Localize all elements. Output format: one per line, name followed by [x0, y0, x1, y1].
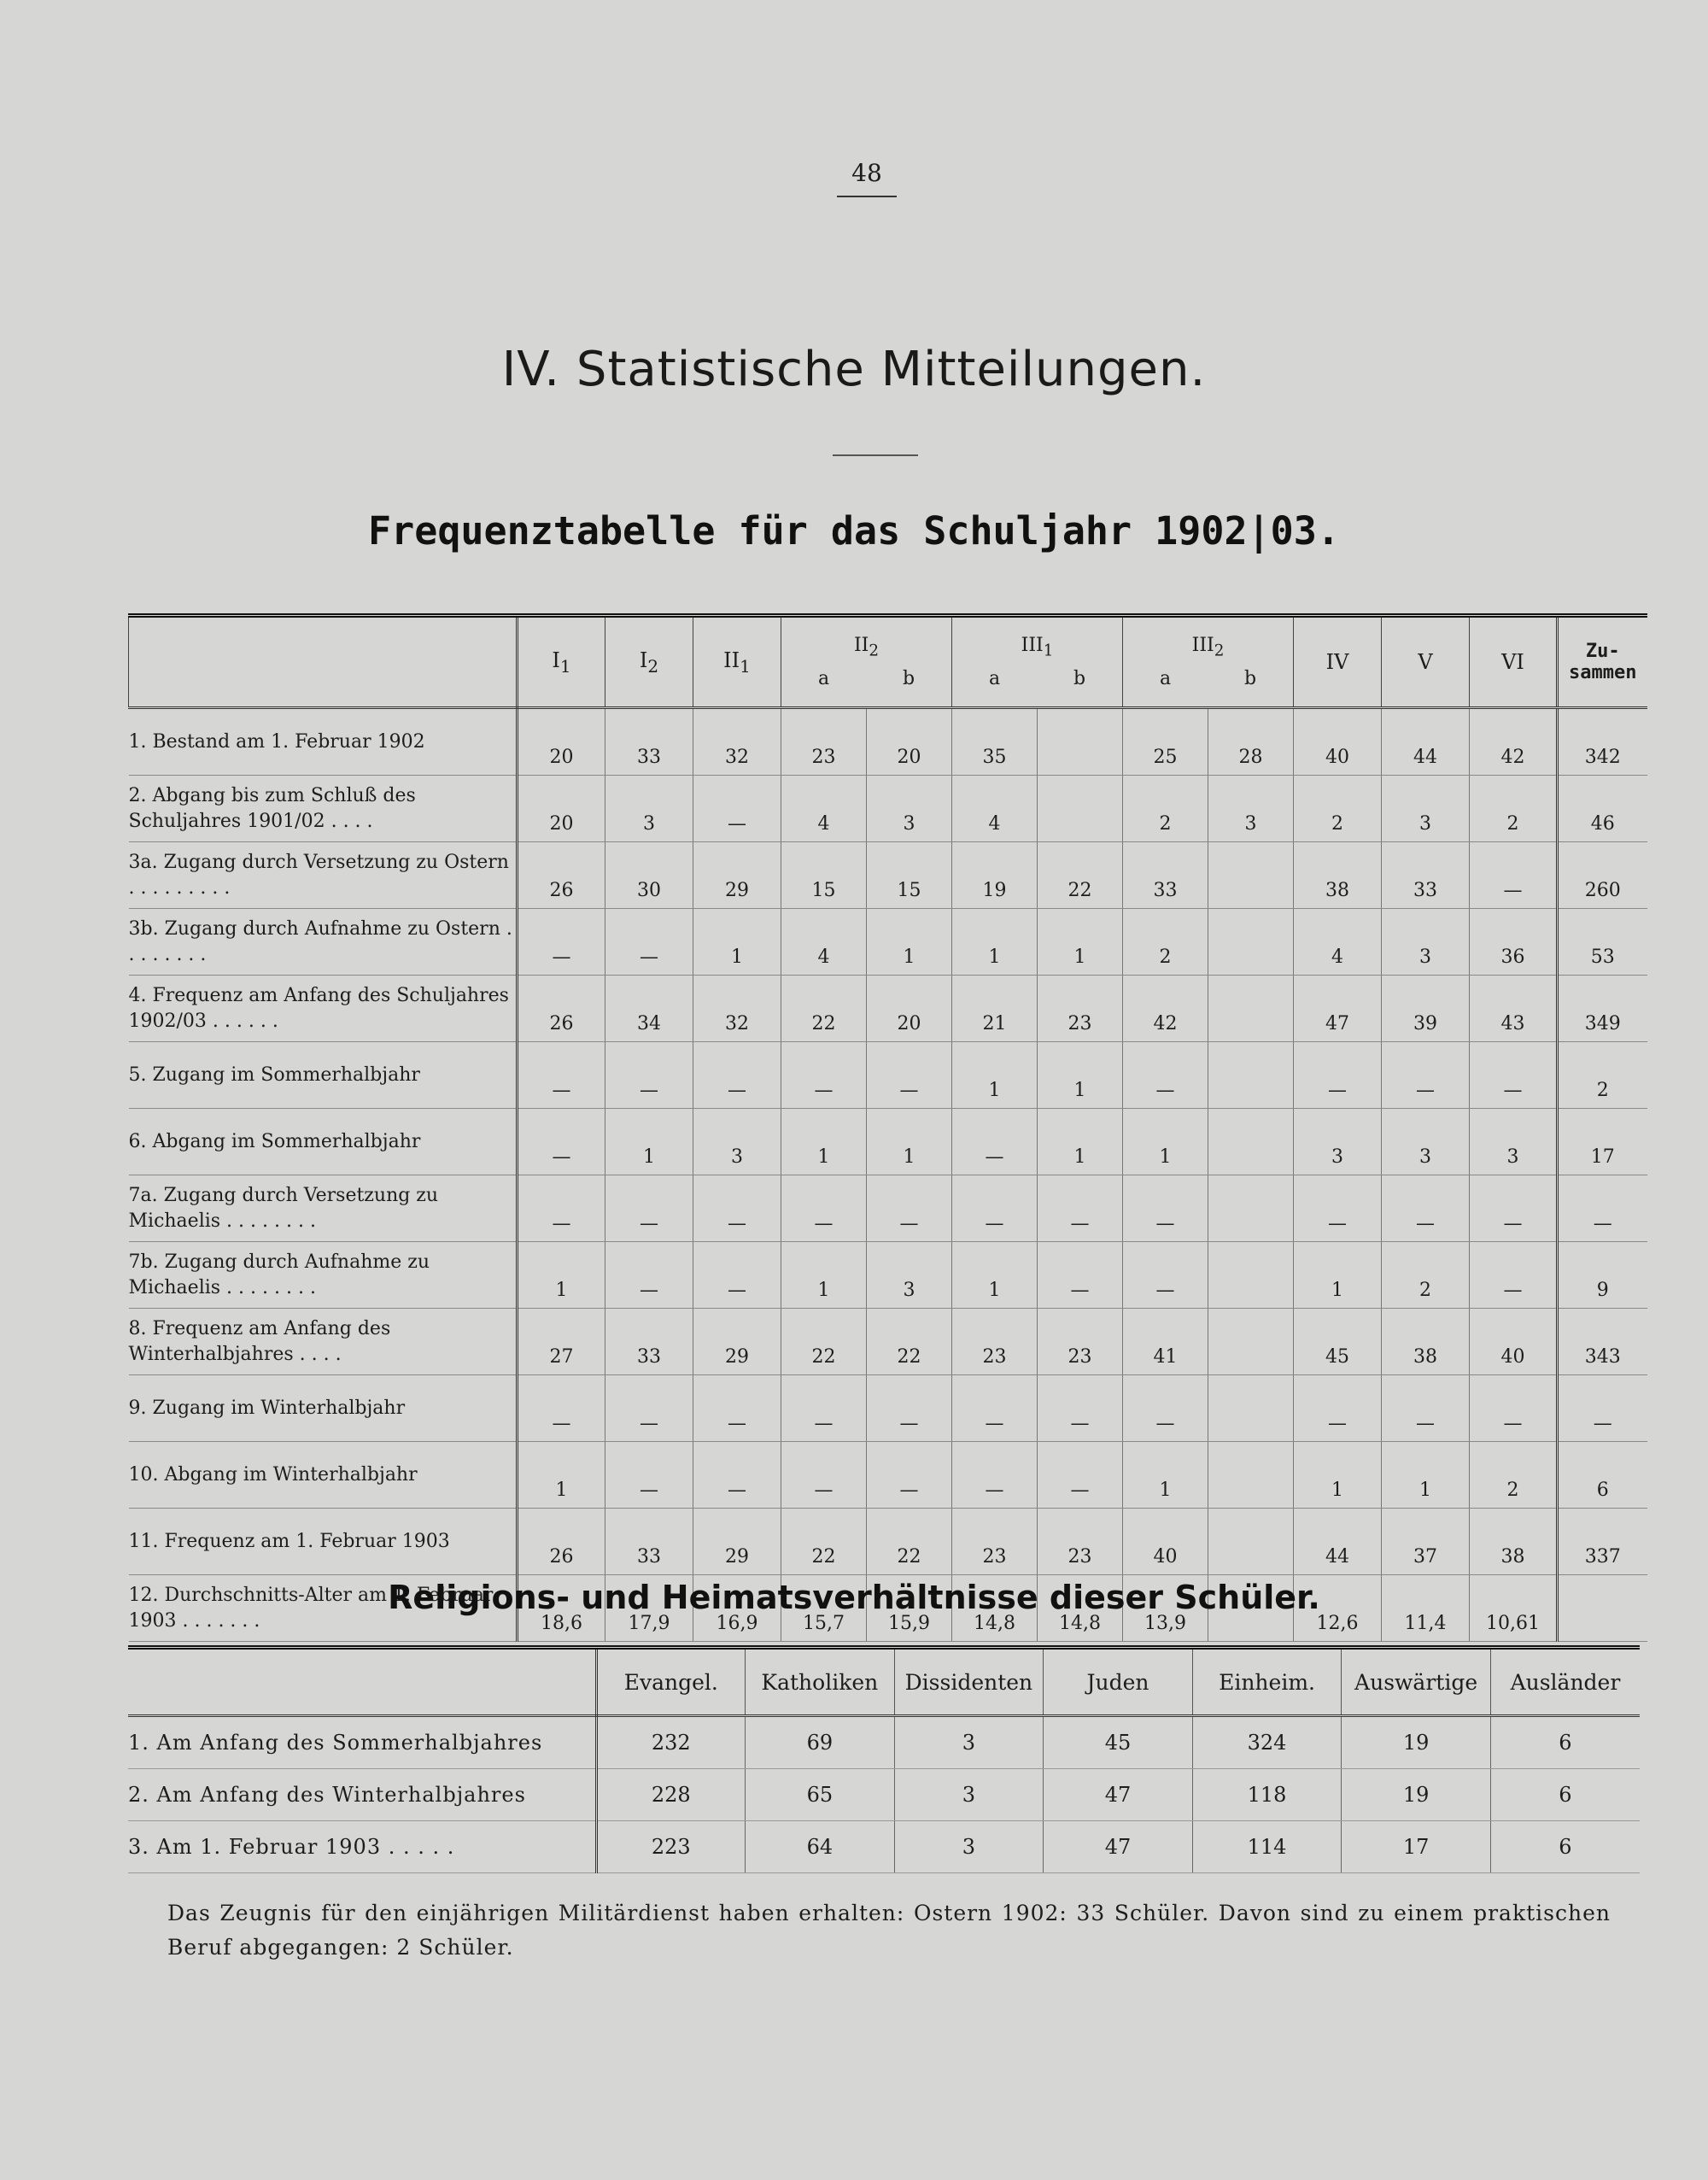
- table-cell: 1: [867, 909, 952, 976]
- table-cell: 47: [1294, 976, 1382, 1042]
- table-cell: —: [1470, 1042, 1558, 1109]
- table-row: [129, 1109, 1647, 1175]
- total-cell: 17: [1558, 1109, 1647, 1175]
- table-cell: 22: [781, 1309, 867, 1375]
- row-label: 6. Abgang im Sommerhalbjahr: [129, 1109, 518, 1175]
- table-cell: 1: [1294, 1442, 1382, 1509]
- table-cell: 32: [693, 708, 781, 776]
- table-row: [129, 1175, 1647, 1242]
- table-cell: 4: [1294, 909, 1382, 976]
- table-cell: 15: [867, 842, 952, 909]
- table-cell: —: [1123, 1042, 1208, 1109]
- table-row: [129, 1509, 1647, 1575]
- table-cell: —: [867, 1042, 952, 1109]
- frequency-table-title: Frequenztabelle für das Schuljahr 1902|03.: [368, 508, 1340, 554]
- table-cell: 64: [746, 1821, 895, 1873]
- table-row: [129, 842, 1647, 909]
- table-cell: [1208, 1442, 1294, 1509]
- table-cell: [1208, 842, 1294, 909]
- row-label: 7a. Zugang durch Versetzung zu Michaelis . . . . . . . .: [129, 1175, 518, 1242]
- table-row: [129, 1375, 1647, 1442]
- table-row: [128, 1716, 1640, 1769]
- table-cell: 44: [1294, 1509, 1382, 1575]
- table-cell: 29: [693, 842, 781, 909]
- table-cell: —: [781, 1042, 867, 1109]
- total-cell: 46: [1558, 776, 1647, 842]
- table-cell: —: [518, 1175, 605, 1242]
- table-row: [129, 776, 1647, 842]
- table-cell: 2: [1470, 776, 1558, 842]
- table-cell: 33: [605, 1509, 693, 1575]
- table-cell: —: [605, 1375, 693, 1442]
- table-cell: 15,7: [781, 1575, 867, 1642]
- row-label-header: [129, 616, 518, 708]
- table-cell: 17,9: [605, 1575, 693, 1642]
- table-cell: 12,6: [1294, 1575, 1382, 1642]
- religion-table: [128, 1645, 1640, 1873]
- table-cell: 4: [952, 776, 1038, 842]
- table-cell: 3: [1470, 1109, 1558, 1175]
- col-header-total: Zu- sammen: [1558, 616, 1647, 708]
- table-cell: 22: [867, 1509, 952, 1575]
- col-header-group: $III_1$ a b: [952, 616, 1123, 708]
- table-cell: 1: [952, 909, 1038, 976]
- table-cell: 3: [1382, 1109, 1470, 1175]
- row-label-header: [128, 1648, 596, 1716]
- table-cell: 13,9: [1123, 1575, 1208, 1642]
- table-cell: 20: [518, 708, 605, 776]
- table-cell: 1: [1382, 1442, 1470, 1509]
- table-cell: —: [605, 1242, 693, 1309]
- table-cell: —: [867, 1375, 952, 1442]
- col-header-group: $III_2$ a b: [1123, 616, 1294, 708]
- table-row: [129, 1242, 1647, 1309]
- table-cell: 1: [518, 1442, 605, 1509]
- table-cell: 1: [1038, 909, 1123, 976]
- table-cell: 114: [1192, 1821, 1342, 1873]
- table-cell: 3: [867, 1242, 952, 1309]
- table-cell: —: [952, 1375, 1038, 1442]
- title-divider: [833, 454, 918, 456]
- table-cell: 23: [1038, 1509, 1123, 1575]
- table-cell: 65: [746, 1769, 895, 1821]
- table-cell: 40: [1123, 1509, 1208, 1575]
- table-cell: 20: [518, 776, 605, 842]
- table-cell: 6: [1490, 1769, 1640, 1821]
- table-cell: 10,61: [1470, 1575, 1558, 1642]
- table-cell: 4: [781, 776, 867, 842]
- table-cell: 232: [596, 1716, 746, 1769]
- table-cell: 29: [693, 1309, 781, 1375]
- col-header: Juden: [1044, 1648, 1193, 1716]
- col-header: VI: [1470, 616, 1558, 708]
- table-row: [129, 708, 1647, 776]
- row-label: 12. Durchschnitts-Alter am 1. Februar 1903 . . . . . . .: [129, 1575, 518, 1642]
- row-label: 3a. Zugang durch Versetzung zu Ostern . . . . . . . . .: [129, 842, 518, 909]
- table-row: [129, 1309, 1647, 1375]
- table-cell: 39: [1382, 976, 1470, 1042]
- table-cell: 42: [1123, 976, 1208, 1042]
- total-cell: —: [1558, 1375, 1647, 1442]
- frequency-table: [128, 613, 1647, 1642]
- table-cell: 22: [781, 976, 867, 1042]
- table-row: [129, 1042, 1647, 1109]
- table-cell: —: [1470, 842, 1558, 909]
- table-cell: 47: [1044, 1821, 1193, 1873]
- table-cell: 23: [952, 1509, 1038, 1575]
- table-cell: 14,8: [1038, 1575, 1123, 1642]
- table-cell: —: [1038, 1242, 1123, 1309]
- table-cell: 34: [605, 976, 693, 1042]
- table-cell: 40: [1470, 1309, 1558, 1375]
- table-cell: 118: [1192, 1769, 1342, 1821]
- table-cell: 69: [746, 1716, 895, 1769]
- col-header: IV: [1294, 616, 1382, 708]
- table-cell: —: [518, 909, 605, 976]
- table-cell: 1: [1123, 1109, 1208, 1175]
- total-cell: 6: [1558, 1442, 1647, 1509]
- total-cell: 9: [1558, 1242, 1647, 1309]
- table-cell: 1: [693, 909, 781, 976]
- table-cell: 17: [1342, 1821, 1491, 1873]
- table-cell: 18,6: [518, 1575, 605, 1642]
- table-cell: 11,4: [1382, 1575, 1470, 1642]
- table-cell: 1: [1038, 1109, 1123, 1175]
- table-cell: [1208, 976, 1294, 1042]
- table-cell: 22: [781, 1509, 867, 1575]
- table-cell: 3: [1294, 1109, 1382, 1175]
- table-row: [129, 1442, 1647, 1509]
- table-cell: —: [1123, 1375, 1208, 1442]
- col-header: Auswärtige: [1342, 1648, 1491, 1716]
- table-cell: 1: [518, 1242, 605, 1309]
- table-cell: 1: [1038, 1042, 1123, 1109]
- col-header: $II_1$: [693, 616, 781, 708]
- table-cell: —: [1470, 1375, 1558, 1442]
- table-cell: —: [518, 1109, 605, 1175]
- table-cell: —: [1038, 1442, 1123, 1509]
- col-header-group: $II_2$ a b: [781, 616, 952, 708]
- table-cell: 27: [518, 1309, 605, 1375]
- page-number: 48: [837, 159, 897, 197]
- table-cell: 43: [1470, 976, 1558, 1042]
- row-label: 5. Zugang im Sommerhalbjahr: [129, 1042, 518, 1109]
- section-title: IV. Statistische Mitteilungen.: [501, 342, 1207, 397]
- table-cell: 16,9: [693, 1575, 781, 1642]
- table-cell: 22: [1038, 842, 1123, 909]
- table-cell: 223: [596, 1821, 746, 1873]
- table-cell: [1038, 708, 1123, 776]
- table-row: [128, 1821, 1640, 1873]
- table-cell: 45: [1044, 1716, 1193, 1769]
- table-cell: 33: [1382, 842, 1470, 909]
- table-cell: [1208, 1375, 1294, 1442]
- row-label: 10. Abgang im Winterhalbjahr: [129, 1442, 518, 1509]
- total-cell: 349: [1558, 976, 1647, 1042]
- row-label: 3. Am 1. Februar 1903 . . . . .: [128, 1821, 596, 1873]
- table-cell: 14,8: [952, 1575, 1038, 1642]
- table-cell: 20: [867, 976, 952, 1042]
- table-cell: 3: [1382, 909, 1470, 976]
- table-cell: 38: [1294, 842, 1382, 909]
- table-cell: 36: [1470, 909, 1558, 976]
- table-cell: 19: [1342, 1716, 1491, 1769]
- table-cell: [1208, 1109, 1294, 1175]
- table-cell: —: [518, 1375, 605, 1442]
- table-cell: 30: [605, 842, 693, 909]
- table-cell: 2: [1470, 1442, 1558, 1509]
- table-cell: 41: [1123, 1309, 1208, 1375]
- table-cell: 3: [894, 1769, 1044, 1821]
- row-label: 4. Frequenz am Anfang des Schuljahres 1902/03 . . . . . .: [129, 976, 518, 1042]
- table-cell: 6: [1490, 1716, 1640, 1769]
- table-cell: 25: [1123, 708, 1208, 776]
- total-cell: 337: [1558, 1509, 1647, 1575]
- table-cell: 1: [1123, 1442, 1208, 1509]
- table-cell: 35: [952, 708, 1038, 776]
- table-cell: —: [605, 1442, 693, 1509]
- table-cell: 3: [693, 1109, 781, 1175]
- row-label: 11. Frequenz am 1. Februar 1903: [129, 1509, 518, 1575]
- table-cell: 26: [518, 842, 605, 909]
- table-cell: —: [1470, 1175, 1558, 1242]
- table-cell: —: [952, 1175, 1038, 1242]
- total-cell: 342: [1558, 708, 1647, 776]
- table-cell: 26: [518, 976, 605, 1042]
- table-cell: —: [1382, 1175, 1470, 1242]
- row-label: 1. Bestand am 1. Februar 1902: [129, 708, 518, 776]
- table-cell: 23: [952, 1309, 1038, 1375]
- total-cell: 53: [1558, 909, 1647, 976]
- table-cell: 324: [1192, 1716, 1342, 1769]
- table-cell: 19: [1342, 1769, 1491, 1821]
- table-cell: —: [1382, 1375, 1470, 1442]
- table-cell: [1208, 1175, 1294, 1242]
- table-cell: 23: [1038, 1309, 1123, 1375]
- col-header: $I_2$: [605, 616, 693, 708]
- row-label: 1. Am Anfang des Sommerhalbjahres: [128, 1716, 596, 1769]
- table-cell: —: [693, 1375, 781, 1442]
- table-cell: 1: [1294, 1242, 1382, 1309]
- total-cell: 343: [1558, 1309, 1647, 1375]
- table-cell: [1208, 909, 1294, 976]
- table-cell: 20: [867, 708, 952, 776]
- table-cell: —: [1123, 1242, 1208, 1309]
- table-cell: 40: [1294, 708, 1382, 776]
- table-cell: 2: [1123, 776, 1208, 842]
- table-cell: 47: [1044, 1769, 1193, 1821]
- table-cell: 3: [1208, 776, 1294, 842]
- table-cell: 33: [1123, 842, 1208, 909]
- table-cell: —: [781, 1375, 867, 1442]
- col-header: Dissidenten: [894, 1648, 1044, 1716]
- table-cell: 45: [1294, 1309, 1382, 1375]
- table-cell: [1208, 1242, 1294, 1309]
- table-cell: —: [693, 1175, 781, 1242]
- row-label: 9. Zugang im Winterhalbjahr: [129, 1375, 518, 1442]
- table-cell: —: [605, 909, 693, 976]
- row-label: 7b. Zugang durch Aufnahme zu Michaelis . . . . . . . .: [129, 1242, 518, 1309]
- total-cell: 2: [1558, 1042, 1647, 1109]
- row-label: 2. Abgang bis zum Schluß des Schuljahres 1901/02 . . . .: [129, 776, 518, 842]
- table-row: [129, 976, 1647, 1042]
- table-cell: 21: [952, 976, 1038, 1042]
- table-cell: —: [693, 1442, 781, 1509]
- col-header: Katholiken: [746, 1648, 895, 1716]
- col-header: Evangel.: [596, 1648, 746, 1716]
- table-cell: —: [1470, 1242, 1558, 1309]
- table-cell: 228: [596, 1769, 746, 1821]
- col-header: Ausländer: [1490, 1648, 1640, 1716]
- table-row: [129, 909, 1647, 976]
- table-cell: 3: [894, 1716, 1044, 1769]
- table-cell: 2: [1382, 1242, 1470, 1309]
- table-cell: —: [867, 1442, 952, 1509]
- footnote: Das Zeugnis für den einjährigen Militärdienst haben erhalten: Ostern 1902: 33 Schüler. Davon sind zu einem praktischen Beruf abgegangen: 2 Schüler.: [167, 1901, 1611, 1960]
- total-cell: 260: [1558, 842, 1647, 909]
- table-cell: —: [1038, 1175, 1123, 1242]
- total-cell: —: [1558, 1175, 1647, 1242]
- table-cell: 44: [1382, 708, 1470, 776]
- table-cell: —: [1294, 1175, 1382, 1242]
- table-cell: 19: [952, 842, 1038, 909]
- table-cell: 3: [605, 776, 693, 842]
- col-header: $I_1$: [518, 616, 605, 708]
- table-cell: 1: [781, 1242, 867, 1309]
- table-cell: 22: [867, 1309, 952, 1375]
- table-cell: 6: [1490, 1821, 1640, 1873]
- table-cell: 32: [693, 976, 781, 1042]
- table-cell: 1: [952, 1242, 1038, 1309]
- table-cell: 15: [781, 842, 867, 909]
- table-cell: 33: [605, 1309, 693, 1375]
- table-cell: —: [605, 1042, 693, 1109]
- table-cell: 1: [952, 1042, 1038, 1109]
- table-cell: 42: [1470, 708, 1558, 776]
- table-cell: 2: [1123, 909, 1208, 976]
- table-cell: 33: [605, 708, 693, 776]
- table-cell: —: [1038, 1375, 1123, 1442]
- table-cell: —: [1123, 1175, 1208, 1242]
- table-cell: [1208, 1509, 1294, 1575]
- table-cell: —: [781, 1175, 867, 1242]
- table-row: [128, 1769, 1640, 1821]
- row-label: 3b. Zugang durch Aufnahme zu Ostern . . . . . . . .: [129, 909, 518, 976]
- table-cell: —: [952, 1442, 1038, 1509]
- table-cell: —: [867, 1175, 952, 1242]
- table-cell: 38: [1382, 1309, 1470, 1375]
- table-cell: —: [1382, 1042, 1470, 1109]
- table-cell: 4: [781, 909, 867, 976]
- table-cell: 23: [1038, 976, 1123, 1042]
- table-cell: 3: [1382, 776, 1470, 842]
- row-label: 8. Frequenz am Anfang des Winterhalbjahres . . . .: [129, 1309, 518, 1375]
- col-header: V: [1382, 616, 1470, 708]
- table-cell: —: [693, 1042, 781, 1109]
- table-cell: —: [693, 1242, 781, 1309]
- table-cell: 15,9: [867, 1575, 952, 1642]
- table-cell: —: [1294, 1042, 1382, 1109]
- table-cell: 26: [518, 1509, 605, 1575]
- table-cell: 38: [1470, 1509, 1558, 1575]
- table-cell: 1: [781, 1109, 867, 1175]
- table-cell: [1038, 776, 1123, 842]
- table-cell: —: [605, 1175, 693, 1242]
- table-cell: 37: [1382, 1509, 1470, 1575]
- table-cell: 3: [867, 776, 952, 842]
- table-cell: —: [518, 1042, 605, 1109]
- table-cell: 3: [894, 1821, 1044, 1873]
- row-label: 2. Am Anfang des Winterhalbjahres: [128, 1769, 596, 1821]
- table-cell: —: [1294, 1375, 1382, 1442]
- religion-table-title: Religions- und Heimatsverhältnisse dieser Schüler.: [388, 1579, 1320, 1616]
- table-cell: —: [952, 1109, 1038, 1175]
- col-header: Einheim.: [1192, 1648, 1342, 1716]
- table-cell: 28: [1208, 708, 1294, 776]
- table-cell: 1: [605, 1109, 693, 1175]
- table-cell: 1: [867, 1109, 952, 1175]
- table-cell: [1208, 1042, 1294, 1109]
- table-cell: 23: [781, 708, 867, 776]
- table-cell: —: [781, 1442, 867, 1509]
- table-cell: 2: [1294, 776, 1382, 842]
- table-cell: 29: [693, 1509, 781, 1575]
- table-cell: —: [693, 776, 781, 842]
- table-cell: [1208, 1309, 1294, 1375]
